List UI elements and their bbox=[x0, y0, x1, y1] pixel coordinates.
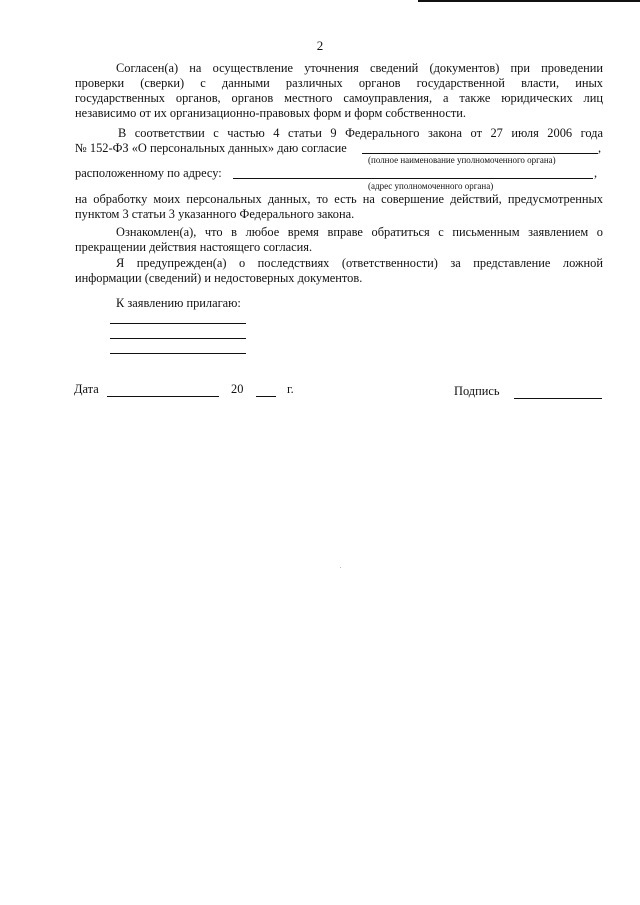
signature-blank[interactable] bbox=[514, 398, 602, 399]
scan-speck bbox=[340, 567, 341, 568]
processing-consent-line: на обработку моих персональных данных, то есть на совершение действий, предусмотренных bbox=[75, 192, 603, 206]
year-blank[interactable] bbox=[256, 396, 276, 397]
consent-paragraph-line: независимо от их организационно-правовых форм и форм собственности. bbox=[75, 106, 466, 120]
authority-address-caption: (адрес уполномоченного органа) bbox=[368, 181, 494, 191]
attachment-blank-line[interactable] bbox=[110, 323, 246, 324]
acknowledgement-line: прекращении действия настоящего согласия. bbox=[75, 240, 313, 254]
year-prefix: 20 bbox=[231, 382, 244, 396]
law-consent-text: № 152-ФЗ «О персональных данных» даю согласие bbox=[75, 141, 347, 155]
acknowledgement-line: Ознакомлен(а), что в любое время вправе обратиться с письменным заявлением о bbox=[116, 225, 603, 239]
attachment-blank-line[interactable] bbox=[110, 353, 246, 354]
liability-warning-line: Я предупрежден(а) о последствиях (ответственности) за представление ложной bbox=[116, 256, 603, 270]
date-blank[interactable] bbox=[107, 396, 219, 397]
address-label: расположенному по адресу: bbox=[75, 166, 222, 180]
consent-paragraph-line: Согласен(а) на осуществление уточнения сведений (документов) при проведении bbox=[116, 61, 603, 75]
top-border-line bbox=[418, 0, 640, 2]
comma: , bbox=[594, 166, 598, 180]
authority-name-caption: (полное наименование уполномоченного органа) bbox=[368, 155, 556, 165]
comma: , bbox=[598, 141, 602, 155]
consent-paragraph-line: проверки (сверки) с данными различных органов государственной власти, иных bbox=[75, 76, 603, 90]
processing-consent-line: пунктом 3 статьи 3 указанного Федерального закона. bbox=[75, 207, 355, 221]
attachment-blank-line[interactable] bbox=[110, 338, 246, 339]
liability-warning-line: информации (сведений) и недостоверных документов. bbox=[75, 271, 363, 285]
page-number: 2 bbox=[316, 38, 324, 53]
signature-label: Подпись bbox=[454, 384, 500, 398]
attachments-label: К заявлению прилагаю: bbox=[116, 296, 241, 310]
authority-address-blank[interactable] bbox=[233, 178, 593, 179]
law-reference-line: В соответствии с частью 4 статьи 9 Федерального закона от 27 июля 2006 года bbox=[118, 126, 603, 140]
year-suffix: г. bbox=[287, 382, 294, 396]
date-label: Дата bbox=[74, 382, 99, 396]
consent-paragraph-line: государственных органов, органов местного самоуправления, а также юридических лиц bbox=[75, 91, 603, 105]
authority-name-blank[interactable] bbox=[362, 153, 598, 154]
